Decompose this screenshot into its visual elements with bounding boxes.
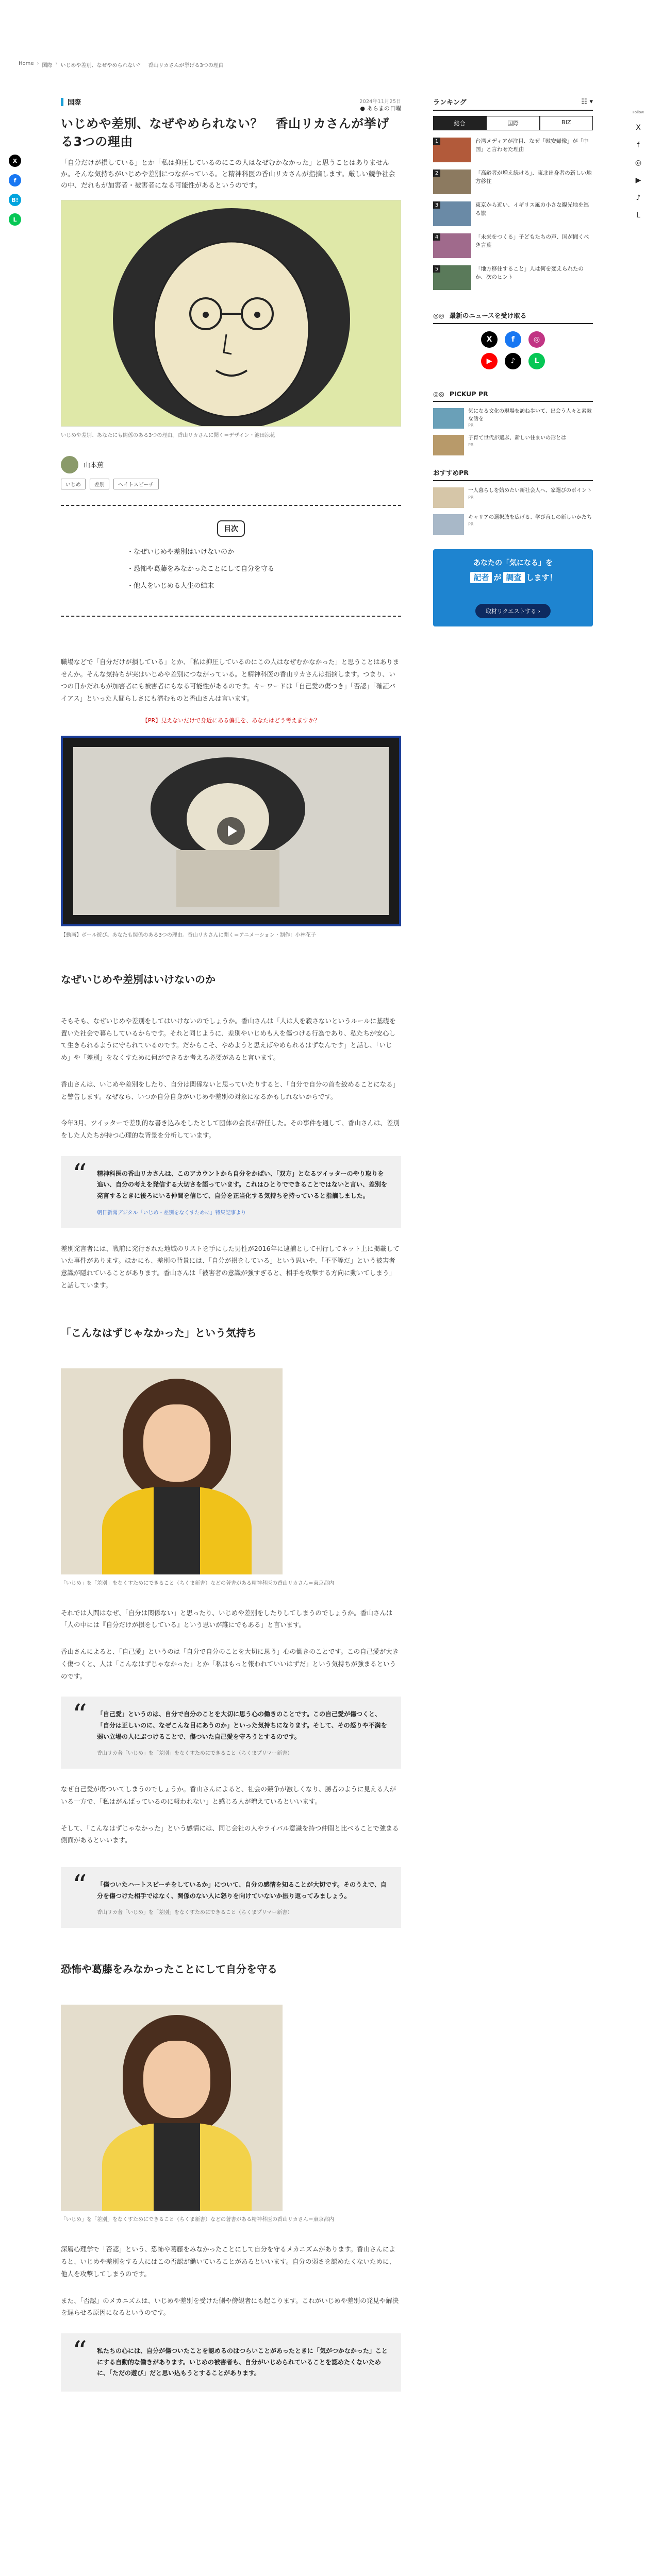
video-frame <box>73 747 389 915</box>
body-paragraph: 香山さんは、いじめや差別をしたり、自分は関係ないと思っていたりすると、「自分で自分の首を絞めることになる」と警告します。なぜなら、いつか自分自身がいじめや差別の対象になるかもしれないからです。 <box>61 1080 400 1100</box>
breadcrumb-category[interactable]: 国際 <box>42 63 53 69</box>
instagram-icon[interactable]: ◎ <box>635 159 642 167</box>
article-category[interactable] <box>61 97 401 107</box>
ranking-tab[interactable]: 総合 <box>433 116 486 130</box>
banner-line: あなたの「気になる」を <box>473 559 553 567</box>
ranking-item[interactable] <box>433 265 593 290</box>
ranking-text: 「地方移住すること」人は何を変えられたのか、次のヒント <box>475 266 584 280</box>
pr-item[interactable] <box>433 408 593 429</box>
toc-title: 目次 <box>217 520 245 537</box>
photo-caption: 「いじめ」を「差別」をなくすためにできること（ちくま新書）などの著書がある精神科医の香山リカさん＝東京都内 <box>61 2217 334 2223</box>
section-heading: 「こんなはずじゃなかった」という気持ち <box>61 1326 257 1339</box>
breadcrumb-separator: › <box>37 61 39 66</box>
rank-number: 2 <box>433 170 440 177</box>
pr-source: PR <box>468 521 474 527</box>
request-button[interactable]: 取材リクエストする › <box>475 604 551 618</box>
author-top[interactable] <box>360 104 401 112</box>
facebook-icon[interactable]: f <box>505 331 521 348</box>
avatar <box>61 456 78 473</box>
article-title: いじめや差別、なぜやめられない？ 香山リカさんが挙げる3つの理由 <box>61 116 389 149</box>
ranking-tab[interactable]: 国際 <box>486 116 539 130</box>
tag[interactable]: 差別 <box>90 479 109 489</box>
hatena-share-icon[interactable]: B! <box>9 194 21 206</box>
facebook-share-icon[interactable]: f <box>9 174 21 187</box>
facebook-icon[interactable]: f <box>637 141 640 149</box>
author-top-name: あらまの日曜 <box>367 105 401 112</box>
category-label: 国際 <box>68 99 81 107</box>
pr-text: 子育て世代が選ぶ、新しい住まいの形とは <box>468 435 567 441</box>
quote-source-link[interactable]: 朝日新聞デジタル「いじめ・差別をなくすために」特集記事より <box>97 1210 246 1216</box>
sidebar <box>433 97 593 626</box>
body-paragraph: 深層心理学で「否認」という、恐怖や葛藤をみなかったことにして自分を守るメカニズムがあります。香山さんによると、いじめや差別をする人にはこの否認が働いていることがあるといいます。自分の弱さを認めたくないために、他人を攻撃してしまうのです。 <box>61 2245 396 2278</box>
ranking-text: 「高齢者が増え続ける」、東北出身者の新しい地方移住 <box>475 170 592 184</box>
recommend-header <box>433 468 593 481</box>
body-paragraph: 今年3月、ツイッターで差別的な書き込みをしたとして団体の会長が辞任した。その事件を通して、香山さんは、差別をした人たちが持つ心理的な背景を分析しています。 <box>61 1119 400 1140</box>
video-player[interactable] <box>61 736 401 926</box>
quote-block <box>61 1697 401 1769</box>
ranking-item[interactable] <box>433 170 593 194</box>
tag[interactable]: いじめ <box>61 479 86 489</box>
article-lead: 「自分だけが損している」とか「私は抑圧しているのにこの人はなぜむかなかった」と思うことはありませんか。そんな気持ちがいじめや差別につながっている。と精神科医の香山リカさんが指摘します。厳しい競争社会の中、だれもが加害者・被害者になる可能性があるというのです。 <box>61 159 395 190</box>
pr-title: PICKUP PR <box>449 390 488 398</box>
follow-icons <box>433 331 593 348</box>
banner-word: 記者 <box>470 572 492 583</box>
follow-icons <box>433 353 593 369</box>
banner-word: します！ <box>526 573 557 582</box>
ranking-item[interactable] <box>433 138 593 162</box>
tag[interactable]: ヘイトスピーチ <box>113 479 159 489</box>
pr-text: 一人暮らしを始めたい新社会人へ、家選びのポイント <box>468 488 592 494</box>
interview-photo <box>61 1368 283 1574</box>
pr-item[interactable] <box>433 487 593 508</box>
body-paragraph: そして、「こんなはずじゃなかった」という感情には、同じ会社の人やライバル意識を持つ仲間と比べることで強まる側面があるといいます。 <box>61 1824 399 1844</box>
section-heading: なぜいじめや差別はいけないのか <box>61 973 216 986</box>
ranking-text: 台湾メディアが注目、なぜ「慰安婦像」が「中国」と言わせた理由 <box>475 138 589 152</box>
ranking-tab[interactable]: BIZ <box>540 116 593 130</box>
tag-list <box>61 479 401 489</box>
share-bar-right <box>628 110 649 219</box>
follow-label: Follow <box>633 110 644 114</box>
follow-title: 最新のニュースを受け取る <box>449 312 527 319</box>
body-paragraph: なぜ自己愛が傷ついてしまうのでしょうか。香山さんによると、社会の競争が激しくなり、勝者のように見える人がいる一方で、「私はがんばっているのに報われない」と感じる人が増えているといいます。 <box>61 1785 396 1805</box>
quote-block <box>61 2333 401 2392</box>
banner-word: 調査 <box>503 572 525 583</box>
body-paragraph: 職場などで「自分だけが損している」とか、「私は抑圧しているのにこの人はなぜむかなかった」と思うことはありませんか。そんな気持ちが実はいじめや差別につながっている。と精神科医の香山リカさんは指摘します。つまり、いつの日かだれもが加害者にも被害者にもなる可能性があるのです。キーワードは「自己愛の傷つき」「否認」「確証バイアス」といった人間らしさにも潜むものと香山さんは言います。 <box>61 657 400 703</box>
youtube-icon[interactable]: ▶ <box>635 176 641 184</box>
request-banner[interactable] <box>433 549 593 626</box>
author-row[interactable] <box>61 456 401 473</box>
line-icon[interactable]: L <box>636 211 640 219</box>
ranking-title: ランキング <box>433 99 467 107</box>
pr-link[interactable]: 【PR】見えないだけで身近にある偏見を、あなたはどう考えますか？ <box>142 717 320 724</box>
pr-item[interactable] <box>433 514 593 535</box>
glasses-icon: ◎◎ <box>433 311 444 319</box>
body-paragraph: そもそも、なぜいじめや差別をしてはいけないのでしょうか。香山さんは「人は人を殺さないというルールに基礎を置いた社会で暮らしているからです。それと同じように、差別やいじめも人を傷つける行為であり、私たちが安心して生きられるように守られているのです。だからこそ、やめようと思えばやめられるはずなんです」と話し、「いじめ」や「差別」をなくすために何ができるか考える必要があると言います。 <box>61 1016 396 1062</box>
pr-source: PR <box>468 442 474 447</box>
section-heading: 恐怖や葛藤をみなかったことにして自分を守る <box>61 1963 277 1976</box>
body-paragraph: 差別発言者には、戦前に発行された地域のリストを手にした男性が2016年に逮捕として刊行してネット上に掲載していた事件があります。ほかにも、差別の背景には、「自分が損をしている」という思いや、「不平等だ」という被害者意識が隠れていることがあります。香山さんは「被害者の意識が強すぎると、相手を攻撃する方向に動いてしまう」と話しています。 <box>61 1244 400 1289</box>
rank-number: 4 <box>433 233 440 241</box>
thumbnail <box>433 408 464 429</box>
play-button[interactable] <box>217 817 245 845</box>
table-of-contents <box>61 505 401 617</box>
glasses-icon: ◎◎ <box>433 390 444 398</box>
x-icon[interactable]: X <box>636 124 641 132</box>
pr-source: PR <box>468 423 474 428</box>
pr-item[interactable] <box>433 435 593 455</box>
body-paragraph: また、「否認」のメカニズムは、いじめや差別を受けた側や傍観者にも起こります。これがいじめや差別の発見や解決を遅らせる原因になるというのです。 <box>61 2296 399 2317</box>
user-icon: ● <box>360 105 365 112</box>
ranking-tabs <box>433 116 593 130</box>
author-name: 山本蕉 <box>84 462 104 470</box>
interview-photo <box>61 2005 283 2211</box>
toc-item[interactable]: ・ なぜいじめや差別はいけないのか <box>127 546 401 556</box>
hero-caption: いじめや差別、あなたにも関係のある3つの理由。香山リカさんに聞く＝デザイン・池田涼花 <box>61 432 275 438</box>
hero-illustration <box>61 200 401 427</box>
ranking-text: 「未来をつくる」子どもたちの声、国が聞くべき言葉 <box>475 234 589 248</box>
category-marker <box>61 98 63 106</box>
quote-block <box>61 1156 401 1228</box>
line-icon[interactable]: L <box>528 353 545 369</box>
article-date: 2024年11月25日 <box>359 99 401 105</box>
pr-section <box>433 390 593 455</box>
banner-line <box>433 572 593 583</box>
breadcrumb <box>19 61 224 69</box>
tiktok-icon[interactable]: ♪ <box>636 194 641 202</box>
article-main <box>61 97 401 2406</box>
rank-number: 5 <box>433 265 440 273</box>
pr-header <box>433 390 593 402</box>
breadcrumb-current: いじめや差別、なぜやめられない？ 香山リカさんが挙げる3つの理由 <box>60 63 224 69</box>
toc-item[interactable]: ・ 他人をいじめる人生の結末 <box>127 580 401 590</box>
ranking-text: 東京から近い、イギリス風の小さな観光地を巡る旅 <box>475 202 589 216</box>
recommend-title: おすすめPR <box>433 469 469 477</box>
quote-text: “ 「傷ついたハートスピーチをしているか」について、自分の感情を知ることが大切です。そのうえで、自分を傷つけた相手ではなく、関係のない人に怒りを向けていないか振り返ってみましょう。 <box>97 1881 387 1900</box>
video-caption: 【動画】ボール遊び。あなたも関係のある3つの理由。香山リカさんに聞く＝アニメーション・制作：小林花子 <box>61 932 316 938</box>
menu-icon[interactable]: ☷ ▾ <box>581 98 593 106</box>
ranking-header <box>433 97 593 111</box>
instagram-icon[interactable]: ◎ <box>528 331 545 348</box>
ranking-item[interactable] <box>433 201 593 226</box>
quote-text: “ 「自己愛」というのは、自分で自分のことを大切に思う心の働きのことです。この自己愛が傷つくと、「自分は正しいのに、なぜこんな目にあうのか」といった気持ちになります。そして、その怒りや不満を弱い立場の人にぶつけることで、傷ついた自己愛を守ろうとするのです。 <box>97 1710 387 1740</box>
rank-number: 1 <box>433 138 440 145</box>
follow-section <box>433 311 593 369</box>
thumbnail <box>433 487 464 508</box>
line-share-icon[interactable]: L <box>9 213 21 226</box>
x-share-icon[interactable]: X <box>9 155 21 167</box>
thumbnail <box>433 435 464 455</box>
share-bar-left <box>7 155 23 226</box>
pr-text: キャリアの選択肢を広げる、学び直しの新しいかたち <box>468 515 592 520</box>
breadcrumb-separator: › <box>55 61 58 66</box>
quote-source: 香山リカ著「いじめ」を「差別」をなくすためにできること（ちくまプリマー新書） <box>97 1910 293 1916</box>
rank-number: 3 <box>433 201 440 209</box>
follow-header <box>433 311 593 324</box>
quote-text: “ 私たちの心には、自分が傷ついたことを認めるのはつらいことがあったときに「気がつかなかった」ことにする自動的な働きがあります。いじめの被害者も、自分がいじめられていることを認めたくないために、「ただの遊び」だと思い込もうとすることがあります。 <box>97 2347 388 2377</box>
pr-text: 気になる文化の現場を訪ね歩いて、出会う人々と素敵な話を <box>468 409 592 422</box>
recommend-section <box>433 468 593 535</box>
hero-drawing <box>61 200 401 427</box>
youtube-icon[interactable]: ▶ <box>481 353 498 369</box>
banner-word: が <box>493 573 502 582</box>
body-paragraph: それでは人間はなぜ、「自分は関係ない」と思ったり、いじめや差別をしたりしてしまうのでしょうか。香山さんは「人の中には『自分だけが損をしている』という思いが誰にでもある」と言います。 <box>61 1608 393 1629</box>
thumbnail <box>433 514 464 535</box>
breadcrumb-home[interactable]: Home <box>19 61 34 66</box>
quote-block <box>61 1867 401 1928</box>
quote-text: “ 精神科医の香山リカさんは、このアカウントから自分をかばい、「双方」となるツイッターのやり取りを追い、自分の考えを発信する大切さを語っています。これはひとりでできることではないと言い、差別を発言するときに後ろにいる仲間を信じて、自分を正当化する気持ちを持っていると指摘しました。 <box>97 1170 388 1200</box>
toc-item[interactable]: ・ 恐怖や葛藤をみなかったことにして自分を守る <box>127 563 401 573</box>
body-paragraph: 香山さんによると、「自己愛」というのは「自分で自分のことを大切に思う」心の働きのことです。この自己愛が大きく傷つくと、人は「こんなはずじゃなかった」とか「私はもっと報われていいはずだ」という気持ちが強まるというのです。 <box>61 1648 399 1680</box>
ranking-item[interactable] <box>433 233 593 258</box>
x-icon[interactable]: X <box>481 331 498 348</box>
tiktok-icon[interactable]: ♪ <box>505 353 521 369</box>
pr-source: PR <box>468 495 474 500</box>
quote-source: 香山リカ著「いじめ」を「差別」をなくすためにできること（ちくまプリマー新書） <box>97 1751 293 1757</box>
photo-caption: 「いじめ」を「差別」をなくすためにできること（ちくま新書）などの著書がある精神科医の香山リカさん＝東京都内 <box>61 1580 334 1586</box>
